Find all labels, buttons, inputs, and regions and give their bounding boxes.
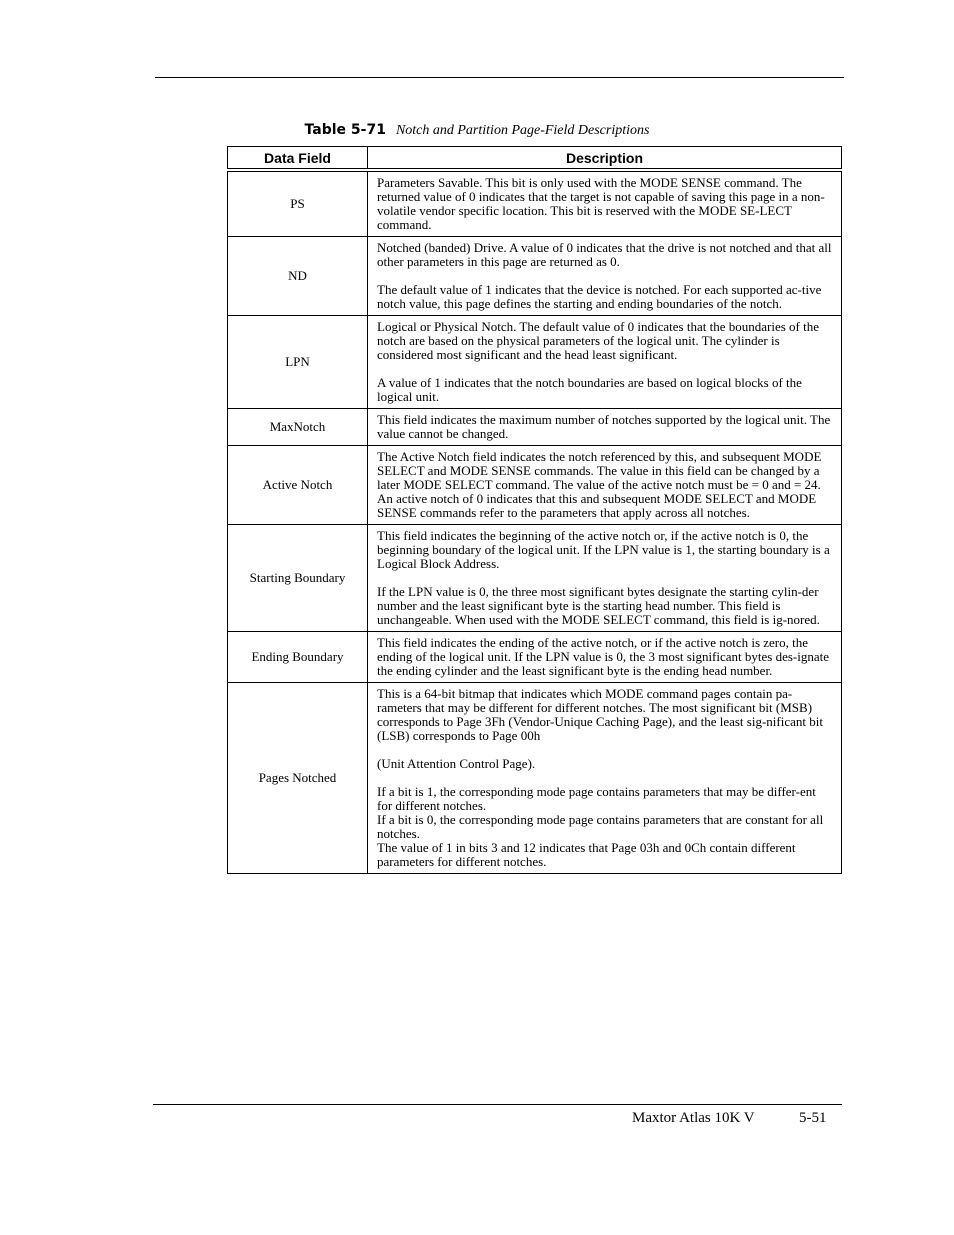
data-field-cell: Pages Notched [228,683,368,874]
description-paragraph: The value of 1 in bits 3 and 12 indicates that Page 03h and 0Ch contain different parameters for different notches. [377,840,796,869]
table-row [228,683,842,874]
description-cell [368,632,842,683]
description-cell [368,237,842,316]
table-row [228,632,842,683]
description-paragraph: Notched (banded) Drive. A value of 0 indicates that the drive is not notched and that all other parameters in this page are returned as 0. [377,240,832,269]
table-header-row [228,147,842,171]
description-cell [368,316,842,409]
footer-document-title: Maxtor Atlas 10K V [632,1110,755,1126]
description-paragraph: Logical or Physical Notch. The default value of 0 indicates that the boundaries of the notch are based on the physical parameters of the logical unit. The cylinder is considered most significant and the head least significant. [377,319,819,362]
description-paragraph: This field indicates the ending of the active notch, or if the active notch is zero, the ending of the logical unit. If the LPN value is 0, the 3 most significant bytes des-ignate the ending cylinder and the least significant byte is the ending head number. [377,635,830,678]
description-paragraph: If the LPN value is 0, the three most significant bytes designate the starting cylin-der number and the least significant byte is the starting head number. This field is unchangeable. When used with the MODE SELECT command, this field is ig-nored. [377,584,820,627]
data-field-cell: Ending Boundary [228,632,368,683]
description-paragraph: Parameters Savable. This bit is only used with the MODE SENSE command. The returned value of 0 indicates that the target is not capable of saving this page in a non-volatile vendor specific location. This bit is reserved with the MODE SE-LECT command. [377,175,825,232]
table-body [228,170,842,874]
data-field-cell: Active Notch [228,446,368,525]
description-cell [368,525,842,632]
description-paragraph: This is a 64-bit bitmap that indicates which MODE command pages contain pa-rameters that may be different for different notches. The most significant bit (MSB) corresponds to Page 3Fh (Vendor-Unique Caching Page), and the least sig-nificant bit (LSB) corresponds to Page 00h [377,686,823,743]
table-row [228,316,842,409]
description-cell [368,446,842,525]
data-field-cell: PS [228,170,368,237]
footer-rule [153,1104,842,1105]
table-label: Table 5-71 [304,122,386,138]
header-rule [155,77,844,78]
description-paragraph: The Active Notch field indicates the notch referenced by this, and subsequent MODE SELECT and MODE SENSE commands. The value in this field can be changed by a later MODE SELECT command. The value of the active notch must be = 0 and = 24. An active notch of 0 indicates that this and subsequent MODE SELECT and MODE SENSE commands refer to the parameters that apply across all notches. [377,449,822,520]
table-row [228,170,842,237]
table-row [228,525,842,632]
description-paragraph: (Unit Attention Control Page). [377,756,536,771]
footer-page-number: 5-51 [799,1110,827,1126]
table-row [228,237,842,316]
data-field-cell: ND [228,237,368,316]
field-description-table [227,146,842,874]
description-paragraph: If a bit is 0, the corresponding mode page contains parameters that are constant for all notches. [377,812,824,841]
data-field-cell: Starting Boundary [228,525,368,632]
table-title: Notch and Partition Page-Field Descriptions [395,123,650,138]
table-caption [0,122,954,139]
description-paragraph: A value of 1 indicates that the notch boundaries are based on logical blocks of the logical unit. [377,375,802,404]
description-paragraph: This field indicates the maximum number of notches supported by the logical unit. The value cannot be changed. [377,412,831,441]
table-row [228,446,842,525]
description-cell [368,170,842,237]
description-cell [368,683,842,874]
table-row [228,409,842,446]
data-field-cell: LPN [228,316,368,409]
data-field-cell: MaxNotch [228,409,368,446]
description-paragraph: The default value of 1 indicates that the device is notched. For each supported ac-tive notch value, this page defines the starting and ending boundaries of the notch. [377,282,822,311]
description-paragraph: This field indicates the beginning of the active notch or, if the active notch is 0, the beginning boundary of the logical unit. If the LPN value is 1, the starting boundary is a Logical Block Address. [377,528,830,571]
column-header-description: Description [368,147,842,171]
description-paragraph: If a bit is 1, the corresponding mode page contains parameters that may be differ-ent for different notches. [377,784,816,813]
column-header-data-field: Data Field [228,147,368,171]
description-cell [368,409,842,446]
